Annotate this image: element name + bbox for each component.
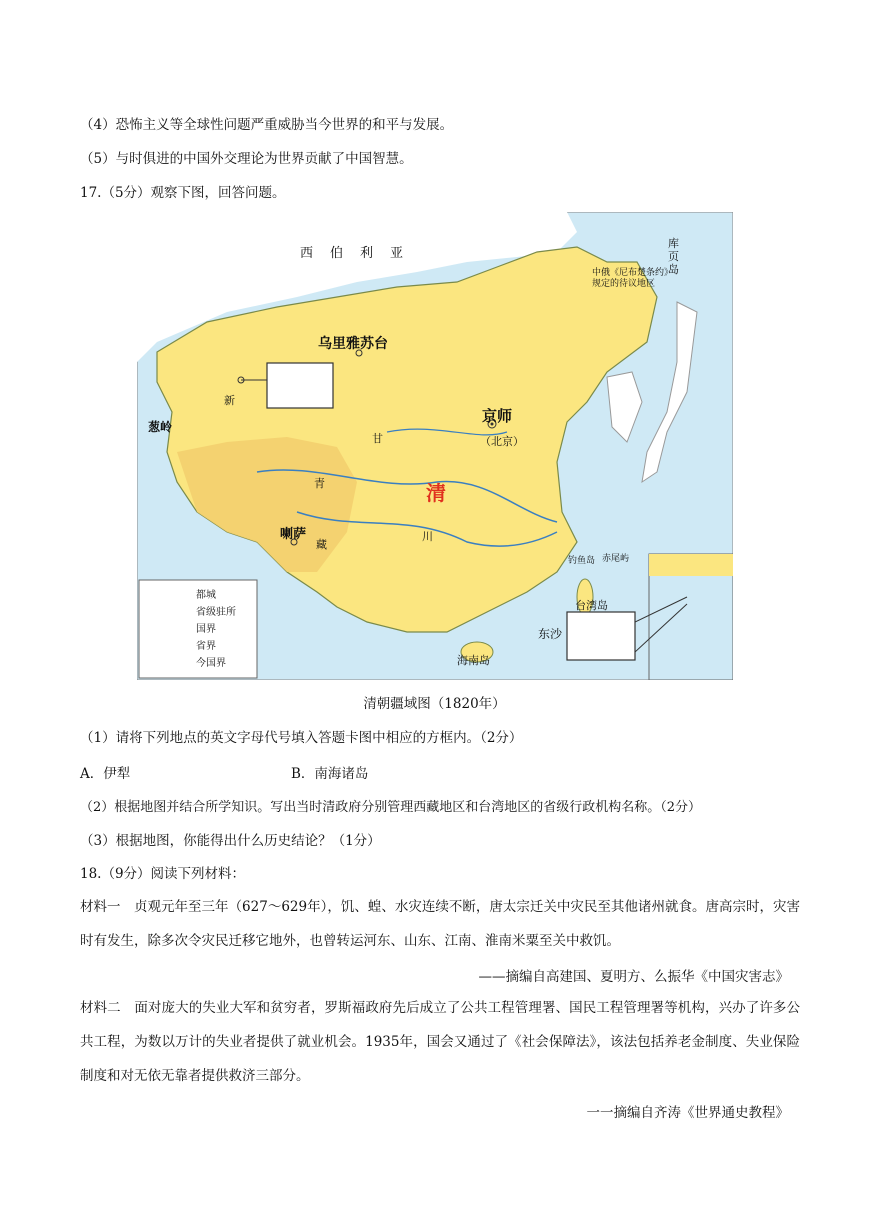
legend-provincial-seat: 省级驻所 xyxy=(196,607,236,618)
label-qing: 清 xyxy=(426,481,446,505)
label-nerchinsk: 中俄《尼布楚条约》规定的待议地区 xyxy=(592,268,669,289)
label-kuye: 库页岛 xyxy=(668,237,679,276)
label-chiwei: 赤尾屿 xyxy=(602,554,630,564)
label-qinghai: 青 xyxy=(314,477,325,490)
material-1-text: 材料一 贞观元年至三年（627～629年），饥、蝗、水灾连续不断，唐太宗迁关中灾民至其他诸州就食。唐高宗时，灾害时有发生，除多次令灾民迁移它地外，也曾转运河东、山东、江南、淮南米粟至关中救饥。 xyxy=(80,899,800,949)
material-2-source: 一一摘编自齐涛《世界通史教程》 xyxy=(586,1105,789,1121)
label-congling: 葱岭 xyxy=(148,420,173,434)
map-caption: 清朝疆域图（1820年） xyxy=(363,696,506,712)
material-2-text: 材料二 面对庞大的失业大军和贫穷者，罗斯福政府先后成立了公共工程管理署、国民工程管理署等机构，兴办了许多公共工程，为数以万计的失业者提供了就业机会。1935年，国会又通过了《社会保障法》，该法包括养老金制度、失业保险制度和对无依无靠者提供救济三部分。 xyxy=(80,1000,800,1084)
legend-provincial-border: 省界 xyxy=(196,641,216,652)
label-dongsha: 东沙 xyxy=(538,627,563,641)
question-17-1: （1）请将下列地点的英文字母代号填入答题卡图中相应的方框内。（2分） xyxy=(80,730,523,746)
label-siberia: 西 伯 利 亚 xyxy=(300,246,406,261)
option-b: B．南海诸岛 xyxy=(291,766,369,782)
answer-box-south-sea-islands[interactable] xyxy=(567,612,635,660)
label-diaoyu: 钓鱼岛 xyxy=(568,556,596,566)
legend-modern-border: 今国界 xyxy=(196,658,226,669)
material-1-source: ——摘编自高建国、夏明方、么振华《中国灾害志》 xyxy=(478,969,789,985)
label-beijing: 京师 xyxy=(482,407,513,425)
question-16-item-4: （4）恐怖主义等全球性问题严重威胁当今世界的和平与发展。 xyxy=(80,117,454,133)
label-xinjiang: 新 xyxy=(224,394,235,407)
legend-capital: 都城 xyxy=(196,590,216,601)
label-lhasa: 喇萨 xyxy=(280,527,307,542)
label-xizang: 藏 xyxy=(316,538,327,551)
legend-border: 国界 xyxy=(196,624,216,635)
answer-box-yili[interactable] xyxy=(267,363,333,408)
option-a: A．伊犁 xyxy=(80,766,131,782)
label-uliastai: 乌里雅苏台 xyxy=(318,336,388,352)
label-hainan: 海南岛 xyxy=(457,654,490,667)
label-gansu: 甘 xyxy=(372,432,383,445)
question-16-item-5: （5）与时俱进的中国外交理论为世界贡献了中国智慧。 xyxy=(80,151,413,167)
question-18-heading: 18.（9分）阅读下列材料： xyxy=(80,866,246,882)
question-17-3: （3）根据地图，你能得出什么历史结论？（1分） xyxy=(80,833,381,849)
question-17-heading: 17.（5分）观察下图，回答问题。 xyxy=(80,185,286,201)
question-17-2: （2）根据地图并结合所学知识。写出当时清政府分别管理西藏地区和台湾地区的省级行政机构名称。（2分） xyxy=(80,800,702,815)
label-sichuan: 川 xyxy=(422,530,433,543)
label-beijing-paren: （北京） xyxy=(480,435,524,448)
label-taiwan: 台湾岛 xyxy=(575,599,608,612)
